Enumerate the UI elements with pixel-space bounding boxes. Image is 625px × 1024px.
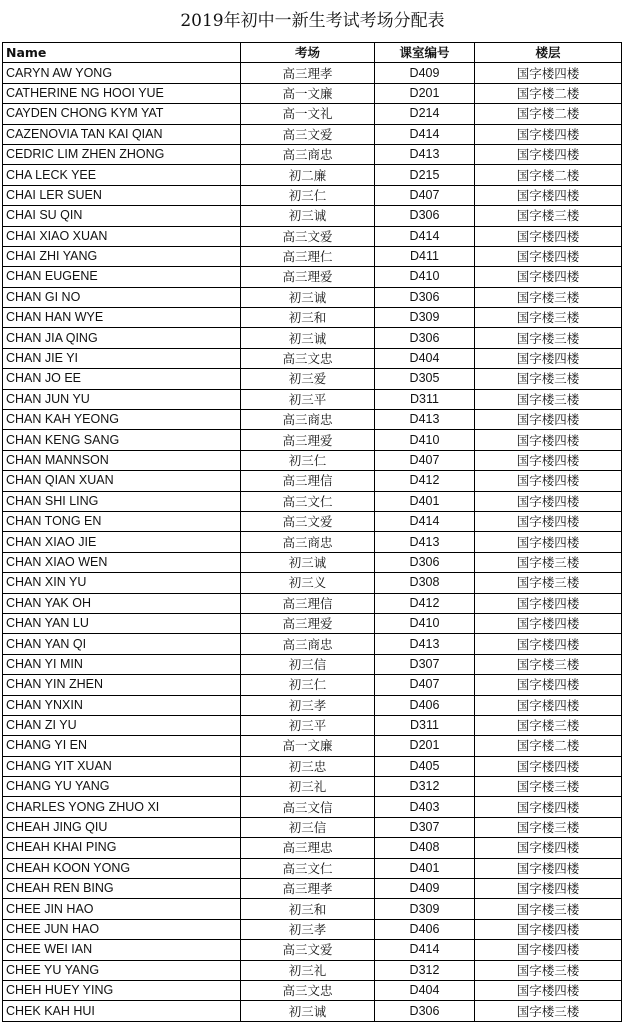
exam-room: 初三信 bbox=[241, 817, 375, 837]
floor-location: 国字楼四楼 bbox=[475, 838, 622, 858]
student-name: CHAN XIAO WEN bbox=[3, 552, 241, 572]
table-row bbox=[3, 817, 622, 837]
student-name: CAZENOVIA TAN KAI QIAN bbox=[3, 124, 241, 144]
exam-room: 初三忠 bbox=[241, 756, 375, 776]
floor-location: 国字楼四楼 bbox=[475, 756, 622, 776]
floor-location: 国字楼四楼 bbox=[475, 613, 622, 633]
student-name: CEDRIC LIM ZHEN ZHONG bbox=[3, 144, 241, 164]
exam-room: 高三文忠 bbox=[241, 348, 375, 368]
exam-room: 高三理仁 bbox=[241, 246, 375, 266]
classroom-code: D401 bbox=[375, 491, 475, 511]
student-name: CHAN TONG EN bbox=[3, 511, 241, 531]
student-name: CHEE WEI IAN bbox=[3, 940, 241, 960]
floor-location: 国字楼三楼 bbox=[475, 817, 622, 837]
floor-location: 国字楼四楼 bbox=[475, 226, 622, 246]
classroom-code: D311 bbox=[375, 715, 475, 735]
student-name: CHEE JIN HAO bbox=[3, 899, 241, 919]
floor-location: 国字楼三楼 bbox=[475, 899, 622, 919]
student-name: CHAN JO EE bbox=[3, 369, 241, 389]
exam-room: 初三仁 bbox=[241, 185, 375, 205]
floor-location: 国字楼四楼 bbox=[475, 267, 622, 287]
table-row bbox=[3, 308, 622, 328]
student-name: CHAN YAK OH bbox=[3, 593, 241, 613]
classroom-code: D215 bbox=[375, 165, 475, 185]
floor-location: 国字楼四楼 bbox=[475, 511, 622, 531]
exam-room: 初二廉 bbox=[241, 165, 375, 185]
exam-room: 高三商忠 bbox=[241, 144, 375, 164]
floor-location: 国字楼二楼 bbox=[475, 83, 622, 103]
floor-location: 国字楼二楼 bbox=[475, 104, 622, 124]
exam-room: 高三商忠 bbox=[241, 410, 375, 430]
exam-room: 高三理孝 bbox=[241, 63, 375, 83]
classroom-code: D414 bbox=[375, 511, 475, 531]
classroom-code: D403 bbox=[375, 797, 475, 817]
table-row bbox=[3, 63, 622, 83]
floor-location: 国字楼四楼 bbox=[475, 144, 622, 164]
exam-room: 高三文信 bbox=[241, 797, 375, 817]
student-name: CHAN HAN WYE bbox=[3, 308, 241, 328]
table-row bbox=[3, 1001, 622, 1021]
student-name: CHAI XIAO XUAN bbox=[3, 226, 241, 246]
exam-room: 初三和 bbox=[241, 308, 375, 328]
student-name: CHEAH REN BING bbox=[3, 879, 241, 899]
floor-location: 国字楼四楼 bbox=[475, 634, 622, 654]
student-name: CHANG YIT XUAN bbox=[3, 756, 241, 776]
exam-room: 初三礼 bbox=[241, 777, 375, 797]
exam-room: 高三理孝 bbox=[241, 879, 375, 899]
classroom-code: D306 bbox=[375, 1001, 475, 1021]
floor-location: 国字楼四楼 bbox=[475, 858, 622, 878]
table-row bbox=[3, 410, 622, 430]
classroom-code: D405 bbox=[375, 756, 475, 776]
student-name: CHEAH KHAI PING bbox=[3, 838, 241, 858]
table-row bbox=[3, 552, 622, 572]
floor-location: 国字楼四楼 bbox=[475, 593, 622, 613]
floor-location: 国字楼四楼 bbox=[475, 940, 622, 960]
exam-room: 高三理爱 bbox=[241, 430, 375, 450]
exam-room: 初三义 bbox=[241, 573, 375, 593]
student-name: CHANG YU YANG bbox=[3, 777, 241, 797]
exam-room: 初三平 bbox=[241, 715, 375, 735]
table-row bbox=[3, 226, 622, 246]
exam-room: 初三仁 bbox=[241, 675, 375, 695]
table-row bbox=[3, 777, 622, 797]
floor-location: 国字楼三楼 bbox=[475, 328, 622, 348]
student-name: CHAN XIAO JIE bbox=[3, 532, 241, 552]
classroom-code: D407 bbox=[375, 450, 475, 470]
exam-room: 初三诚 bbox=[241, 552, 375, 572]
table-row bbox=[3, 369, 622, 389]
table-row bbox=[3, 634, 622, 654]
table-row bbox=[3, 654, 622, 674]
classroom-code: D408 bbox=[375, 838, 475, 858]
classroom-code: D407 bbox=[375, 185, 475, 205]
exam-room: 高三文爱 bbox=[241, 124, 375, 144]
student-name: CHEK KAH HUI bbox=[3, 1001, 241, 1021]
allocation-table bbox=[2, 42, 622, 1022]
floor-location: 国字楼四楼 bbox=[475, 246, 622, 266]
classroom-code: D410 bbox=[375, 613, 475, 633]
table-row bbox=[3, 899, 622, 919]
classroom-code: D412 bbox=[375, 593, 475, 613]
table-row bbox=[3, 267, 622, 287]
student-name: CHAN GI NO bbox=[3, 287, 241, 307]
classroom-code: D312 bbox=[375, 960, 475, 980]
floor-location: 国字楼三楼 bbox=[475, 715, 622, 735]
table-row bbox=[3, 348, 622, 368]
table-row bbox=[3, 328, 622, 348]
floor-location: 国字楼三楼 bbox=[475, 1001, 622, 1021]
table-row bbox=[3, 450, 622, 470]
classroom-code: D201 bbox=[375, 83, 475, 103]
floor-location: 国字楼二楼 bbox=[475, 736, 622, 756]
floor-location: 国字楼三楼 bbox=[475, 654, 622, 674]
floor-location: 国字楼三楼 bbox=[475, 369, 622, 389]
table-row bbox=[3, 797, 622, 817]
classroom-code: D401 bbox=[375, 858, 475, 878]
classroom-code: D409 bbox=[375, 879, 475, 899]
exam-room: 高三商忠 bbox=[241, 634, 375, 654]
exam-room: 高三文爱 bbox=[241, 511, 375, 531]
table-row bbox=[3, 675, 622, 695]
floor-location: 国字楼四楼 bbox=[475, 450, 622, 470]
floor-location: 国字楼四楼 bbox=[475, 695, 622, 715]
floor-location: 国字楼三楼 bbox=[475, 206, 622, 226]
classroom-code: D306 bbox=[375, 287, 475, 307]
classroom-code: D413 bbox=[375, 144, 475, 164]
header-room: 考场 bbox=[241, 43, 375, 63]
floor-location: 国字楼四楼 bbox=[475, 63, 622, 83]
exam-room: 高三理爱 bbox=[241, 613, 375, 633]
floor-location: 国字楼四楼 bbox=[475, 410, 622, 430]
exam-room: 高三商忠 bbox=[241, 532, 375, 552]
exam-room: 初三诚 bbox=[241, 1001, 375, 1021]
exam-room: 初三仁 bbox=[241, 450, 375, 470]
classroom-code: D307 bbox=[375, 817, 475, 837]
floor-location: 国字楼四楼 bbox=[475, 430, 622, 450]
classroom-code: D404 bbox=[375, 348, 475, 368]
classroom-code: D407 bbox=[375, 675, 475, 695]
classroom-code: D414 bbox=[375, 940, 475, 960]
exam-room: 初三诚 bbox=[241, 328, 375, 348]
table-row bbox=[3, 919, 622, 939]
exam-room: 高三理忠 bbox=[241, 838, 375, 858]
table-row bbox=[3, 838, 622, 858]
table-row bbox=[3, 879, 622, 899]
table-row bbox=[3, 430, 622, 450]
table-row bbox=[3, 695, 622, 715]
table-row bbox=[3, 83, 622, 103]
classroom-code: D309 bbox=[375, 308, 475, 328]
table-row bbox=[3, 206, 622, 226]
exam-room: 高三文忠 bbox=[241, 980, 375, 1000]
student-name: CHEAH JING QIU bbox=[3, 817, 241, 837]
exam-room: 初三孝 bbox=[241, 919, 375, 939]
student-name: CHAN YNXIN bbox=[3, 695, 241, 715]
table-row bbox=[3, 940, 622, 960]
student-name: CHAN KENG SANG bbox=[3, 430, 241, 450]
student-name: CHA LECK YEE bbox=[3, 165, 241, 185]
student-name: CHAI SU QIN bbox=[3, 206, 241, 226]
student-name: CARYN AW YONG bbox=[3, 63, 241, 83]
student-name: CHAN XIN YU bbox=[3, 573, 241, 593]
student-name: CHAN SHI LING bbox=[3, 491, 241, 511]
classroom-code: D410 bbox=[375, 267, 475, 287]
classroom-code: D306 bbox=[375, 328, 475, 348]
exam-room: 初三诚 bbox=[241, 287, 375, 307]
table-row bbox=[3, 511, 622, 531]
table-row bbox=[3, 715, 622, 735]
table-row bbox=[3, 858, 622, 878]
classroom-code: D201 bbox=[375, 736, 475, 756]
floor-location: 国字楼三楼 bbox=[475, 389, 622, 409]
student-name: CHAN QIAN XUAN bbox=[3, 471, 241, 491]
classroom-code: D412 bbox=[375, 471, 475, 491]
classroom-code: D308 bbox=[375, 573, 475, 593]
exam-room: 高三文仁 bbox=[241, 491, 375, 511]
student-name: CHAN JIE YI bbox=[3, 348, 241, 368]
page-title: 2019年初中一新生考试考场分配表 bbox=[180, 11, 445, 31]
floor-location: 国字楼三楼 bbox=[475, 960, 622, 980]
exam-room: 高三文爱 bbox=[241, 226, 375, 246]
student-name: CHEE JUN HAO bbox=[3, 919, 241, 939]
exam-room: 高三文仁 bbox=[241, 858, 375, 878]
classroom-code: D410 bbox=[375, 430, 475, 450]
student-name: CHAN YAN QI bbox=[3, 634, 241, 654]
exam-room: 初三爱 bbox=[241, 369, 375, 389]
floor-location: 国字楼四楼 bbox=[475, 471, 622, 491]
exam-room: 初三信 bbox=[241, 654, 375, 674]
floor-location: 国字楼四楼 bbox=[475, 185, 622, 205]
table-body bbox=[3, 63, 622, 1021]
exam-room: 高一文廉 bbox=[241, 83, 375, 103]
table-row bbox=[3, 736, 622, 756]
header-floor: 楼层 bbox=[475, 43, 622, 63]
exam-room: 高三理爱 bbox=[241, 267, 375, 287]
floor-location: 国字楼三楼 bbox=[475, 287, 622, 307]
table-row bbox=[3, 165, 622, 185]
classroom-code: D214 bbox=[375, 104, 475, 124]
table-row bbox=[3, 389, 622, 409]
student-name: CHAN YAN LU bbox=[3, 613, 241, 633]
student-name: CHAN YI MIN bbox=[3, 654, 241, 674]
floor-location: 国字楼四楼 bbox=[475, 348, 622, 368]
exam-room: 高三理信 bbox=[241, 593, 375, 613]
classroom-code: D306 bbox=[375, 552, 475, 572]
exam-room: 高三文爱 bbox=[241, 940, 375, 960]
classroom-code: D414 bbox=[375, 226, 475, 246]
exam-room: 高三理信 bbox=[241, 471, 375, 491]
classroom-code: D406 bbox=[375, 695, 475, 715]
student-name: CHAN EUGENE bbox=[3, 267, 241, 287]
exam-room: 高一文礼 bbox=[241, 104, 375, 124]
classroom-code: D311 bbox=[375, 389, 475, 409]
floor-location: 国字楼三楼 bbox=[475, 573, 622, 593]
floor-location: 国字楼四楼 bbox=[475, 124, 622, 144]
classroom-code: D404 bbox=[375, 980, 475, 1000]
student-name: CAYDEN CHONG KYM YAT bbox=[3, 104, 241, 124]
classroom-code: D413 bbox=[375, 634, 475, 654]
exam-room: 初三诚 bbox=[241, 206, 375, 226]
header-name: Name bbox=[3, 43, 241, 63]
student-name: CHAN ZI YU bbox=[3, 715, 241, 735]
student-name: CHAN YIN ZHEN bbox=[3, 675, 241, 695]
table-row bbox=[3, 532, 622, 552]
exam-room: 初三平 bbox=[241, 389, 375, 409]
student-name: CATHERINE NG HOOI YUE bbox=[3, 83, 241, 103]
exam-room: 初三和 bbox=[241, 899, 375, 919]
student-name: CHANG YI EN bbox=[3, 736, 241, 756]
classroom-code: D406 bbox=[375, 919, 475, 939]
classroom-code: D312 bbox=[375, 777, 475, 797]
student-name: CHAI LER SUEN bbox=[3, 185, 241, 205]
table-row bbox=[3, 144, 622, 164]
exam-room: 高一文廉 bbox=[241, 736, 375, 756]
classroom-code: D409 bbox=[375, 63, 475, 83]
student-name: CHAI ZHI YANG bbox=[3, 246, 241, 266]
classroom-code: D411 bbox=[375, 246, 475, 266]
floor-location: 国字楼二楼 bbox=[475, 165, 622, 185]
table-row bbox=[3, 491, 622, 511]
floor-location: 国字楼四楼 bbox=[475, 919, 622, 939]
table-row bbox=[3, 185, 622, 205]
student-name: CHAN MANNSON bbox=[3, 450, 241, 470]
table-row bbox=[3, 960, 622, 980]
floor-location: 国字楼三楼 bbox=[475, 308, 622, 328]
table-row bbox=[3, 573, 622, 593]
floor-location: 国字楼四楼 bbox=[475, 491, 622, 511]
floor-location: 国字楼三楼 bbox=[475, 552, 622, 572]
table-row bbox=[3, 124, 622, 144]
table-row bbox=[3, 980, 622, 1000]
table-row bbox=[3, 613, 622, 633]
student-name: CHAN JIA QING bbox=[3, 328, 241, 348]
table-row bbox=[3, 593, 622, 613]
classroom-code: D306 bbox=[375, 206, 475, 226]
student-name: CHAN KAH YEONG bbox=[3, 410, 241, 430]
classroom-code: D305 bbox=[375, 369, 475, 389]
classroom-code: D413 bbox=[375, 532, 475, 552]
classroom-code: D413 bbox=[375, 410, 475, 430]
classroom-code: D307 bbox=[375, 654, 475, 674]
table-row bbox=[3, 287, 622, 307]
classroom-code: D414 bbox=[375, 124, 475, 144]
student-name: CHAN JUN YU bbox=[3, 389, 241, 409]
table-row bbox=[3, 104, 622, 124]
floor-location: 国字楼四楼 bbox=[475, 675, 622, 695]
classroom-code: D309 bbox=[375, 899, 475, 919]
exam-room: 初三孝 bbox=[241, 695, 375, 715]
table-row bbox=[3, 756, 622, 776]
student-name: CHEH HUEY YING bbox=[3, 980, 241, 1000]
table-row bbox=[3, 471, 622, 491]
exam-room: 初三礼 bbox=[241, 960, 375, 980]
table-row bbox=[3, 246, 622, 266]
floor-location: 国字楼三楼 bbox=[475, 777, 622, 797]
header-code: 课室编号 bbox=[375, 43, 475, 63]
floor-location: 国字楼四楼 bbox=[475, 532, 622, 552]
student-name: CHARLES YONG ZHUO XI bbox=[3, 797, 241, 817]
header-row bbox=[3, 43, 622, 63]
floor-location: 国字楼四楼 bbox=[475, 879, 622, 899]
floor-location: 国字楼四楼 bbox=[475, 797, 622, 817]
student-name: CHEE YU YANG bbox=[3, 960, 241, 980]
student-name: CHEAH KOON YONG bbox=[3, 858, 241, 878]
floor-location: 国字楼四楼 bbox=[475, 980, 622, 1000]
